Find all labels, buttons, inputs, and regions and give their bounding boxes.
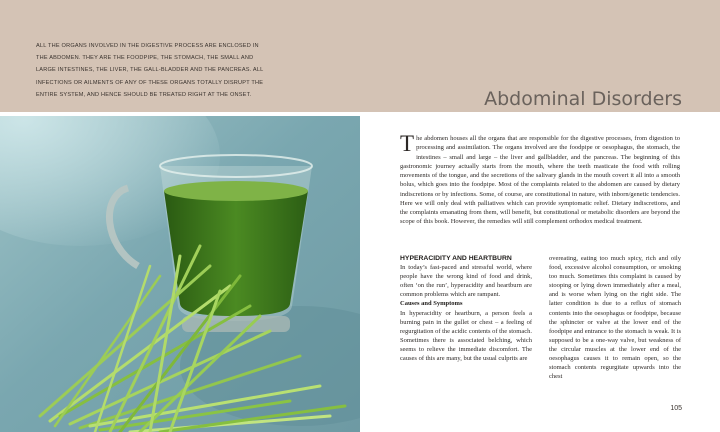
right-column bbox=[549, 254, 681, 381]
subsection-body: In hyperacidity or heartburn, a person feels a burning pain in the gullet or chest – a feeling of regurgitation of the acidic contents of the stomach. Sometimes there is associated belching, which seems to relieve the immediate discomfort. The causes of this are many, but the usual culprits are bbox=[400, 309, 533, 363]
section-intro: In today’s fast-paced and stressful world, where people have the wrong kind of food and drink, often ‘on the run’, hyperacidity and heartburn are common problems which are rampant. bbox=[400, 264, 532, 299]
intro-paragraph: he abdomen houses all the organs that are responsible for the digestive processes, from digestion to processing and assimilation. The organs involved are the foodpipe or oesophagus, the stomach, the intestines – small and large – the liver and gallbladder, and the pancreas. The beginning of this gastronomic journey actually starts from the mouth, where the teeth masticate the food with rolling movements of the tongue, and the secretions of the salivary glands in the mouth covert it all into a smooth bolus, which goes into the foodpipe. Most of the complaints related to the abdomen are caused by dietary indiscretions or by infections. Some, of course, are constitutional in nature, with inborn/genetic tendencies. Here we will only deal with palliatives which can provide symptomatic relief. Dietary indiscretions, and the complaints emanating from them, will benefit, but constitutional or metabolic disorders are beyond the scope of this book. However, the remedies will still complement orthodox medical treatment. bbox=[400, 135, 680, 226]
article-intro bbox=[400, 131, 680, 227]
chapter-intro: ALL THE ORGANS INVOLVED IN THE DIGESTIVE PROCESS ARE ENCLOSED IN THE ABDOMEN. THEY ARE THE FOODPIPE, THE STOMACH, THE SMALL AND LARGE INTESTINES, THE LIVER, THE GALL-BLADDER AND THE PANCREAS. ALL INFECTIONS OR AILMENTS OF ANY OF THESE ORGANS TOTALLY DISRUPT THE ENTIRE SYSTEM, AND HENCE SHOULD BE TREATED RIGHT AT THE ONSET. bbox=[36, 43, 264, 98]
drop-cap: T bbox=[400, 131, 415, 156]
chapter-title: Abdominal Disorders bbox=[484, 88, 682, 110]
subsection-heading: Causes and Symptoms bbox=[400, 300, 463, 308]
left-column bbox=[400, 254, 532, 363]
wheatgrass-juice-photo bbox=[0, 116, 360, 432]
page-number: 105 bbox=[670, 405, 682, 412]
section-heading: HYPERACIDITY AND HEARTBURN bbox=[400, 255, 512, 262]
right-column-text: overeating, eating too much spicy, rich and oily food, excessive alcohol consumption, or smoking too much. Sometimes this complaint is caused by stooping or lying down immediately after a meal, and is worse when lying on the right side. The latter condition is due to a reflux of stomach contents into the oesophagus or foodpipe, because the sphincter or valve at the lower end of the foodpipe and entrance to the stomach is weak. It is supposed to be a one-way valve, but weakness of the circular muscles at the lower end of the oesophagus causes it to remain open, so the stomach contents regurgitate upwards into the chest bbox=[549, 255, 681, 381]
